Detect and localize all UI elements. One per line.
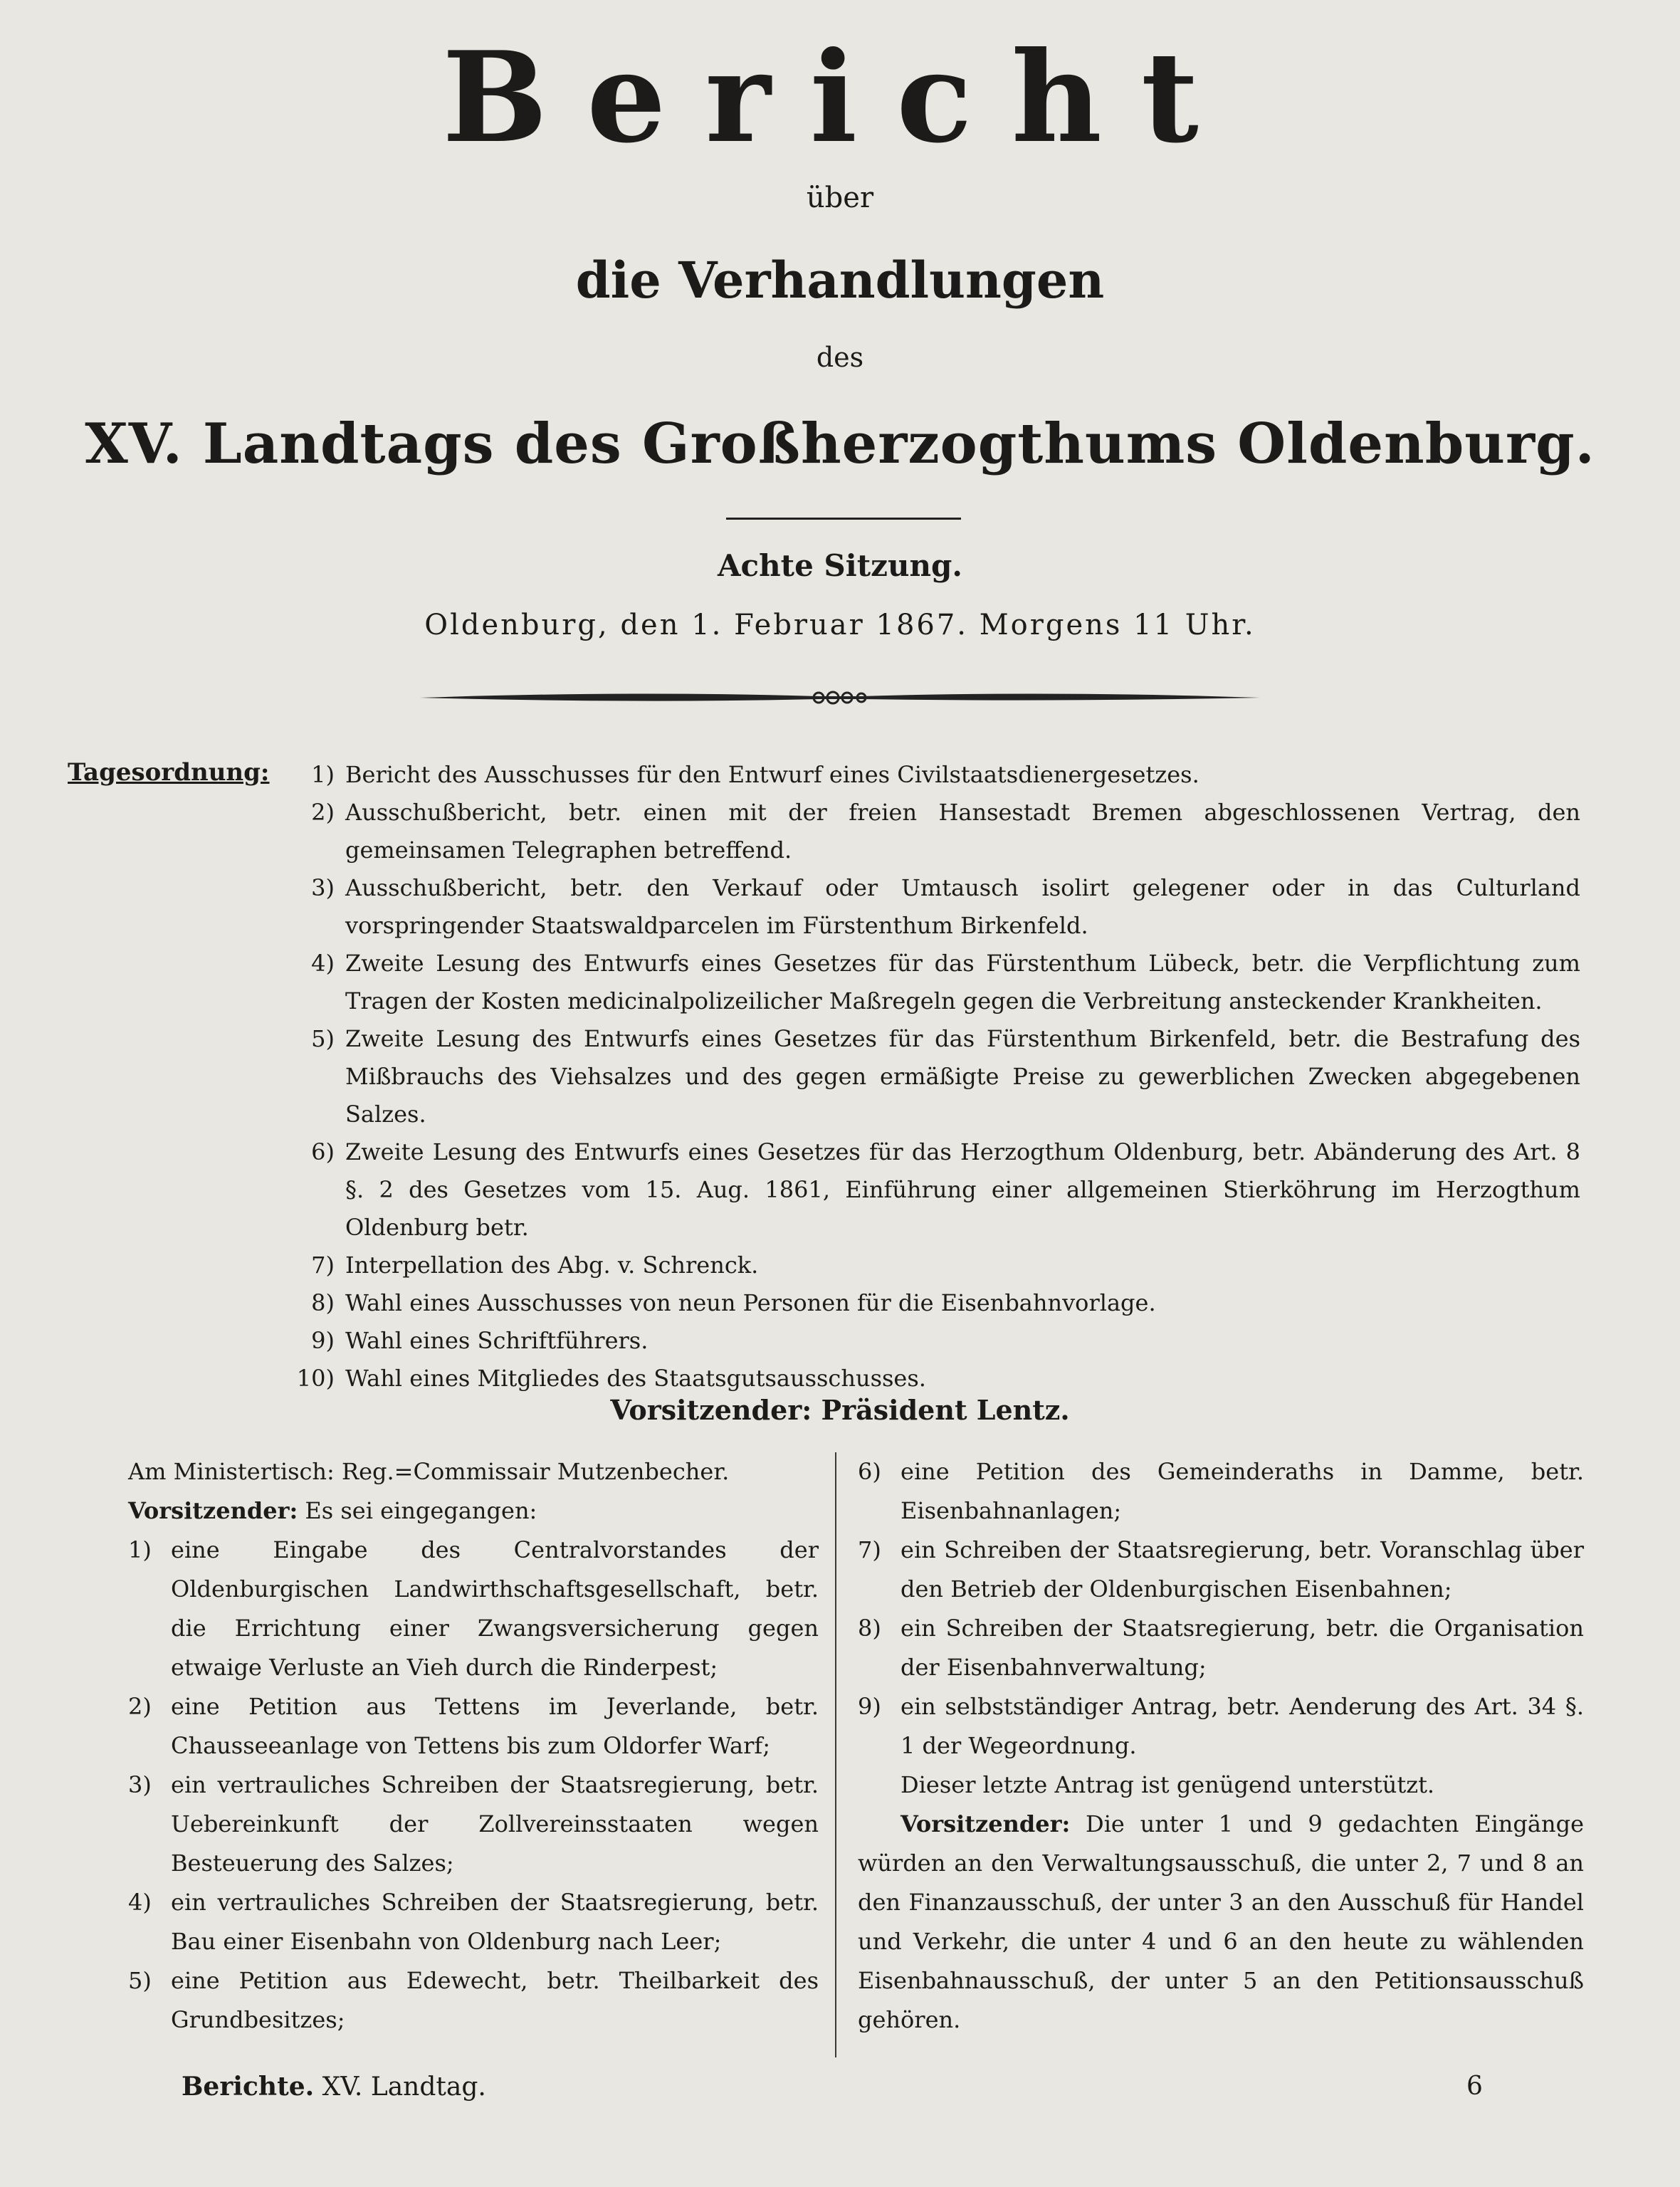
list-item [128,1961,819,2040]
list-item-text: ein selbstständiger Antrag, betr. Aenderung des Art. 34 §. 1 der Wegeordnung. [901,1693,1584,1759]
support-note: Dieser letzte Antrag ist genügend unterstützt. [901,1771,1435,1798]
list-item-number: 8) [858,1615,881,1642]
title-divider [726,518,961,520]
list-item [128,1766,819,1883]
landtag-title: XV. Landtags des Großherzogthums Oldenburg. [85,411,1595,476]
speaker-intro: Es sei eingegangen: [305,1497,537,1524]
agenda-item [285,1360,1580,1397]
agenda-item-text: Ausschußbericht, betr. einen mit der freien Hansestadt Bremen abgeschlossenen Vertrag, den gemeinsamen Telegraphen betreffend. [345,799,1580,864]
footer-reference [182,2072,486,2102]
right-column [858,1452,1584,2040]
agenda-item-text: Zweite Lesung des Entwurfs eines Gesetzes für das Fürstenthum Lübeck, betr. die Verpflichtung zum Tragen der Kosten medicinalpolizeilicher Maßregeln gegen die Verbreitung ansteckender Krankheiten. [345,950,1580,1014]
list-item-text: eine Petition aus Edewecht, betr. Theilbarkeit des Grundbesitzes; [171,1967,819,2033]
footer-text: XV. Landtag. [322,2072,486,2102]
agenda-item-number: 9) [311,1327,335,1354]
list-item-number: 2) [128,1693,152,1720]
list-item-text: eine Petition des Gemeinderaths in Damme, betr. Eisenbahnanlagen; [901,1458,1584,1524]
agenda-item-number: 2) [311,799,335,826]
list-item-number: 5) [128,1967,152,1994]
agenda-item [285,1247,1580,1284]
speaker-line [128,1491,819,1531]
list-item-number: 7) [858,1536,881,1563]
list-item [858,1687,1584,1766]
chair-heading: Vorsitzender: Präsident Lentz. [610,1394,1070,1426]
list-item [128,1531,819,1687]
list-item [128,1687,819,1766]
agenda-item-text: Bericht des Ausschusses für den Entwurf eines Civilstaatsdienergesetzes. [345,761,1199,788]
report-subtitle: die Verhandlungen [575,251,1105,310]
list-item-text: ein vertrauliches Schreiben der Staatsregierung, betr. Bau einer Eisenbahn von Oldenburg nach Leer; [171,1889,819,1955]
ornamental-rule [420,683,1260,712]
agenda-item-number: 3) [311,874,335,901]
list-item-number: 6) [858,1458,881,1485]
agenda-item-text: Interpellation des Abg. v. Schrenck. [345,1252,759,1279]
report-title: Bericht [442,25,1238,171]
list-item-number: 4) [128,1889,152,1916]
session-dateline: Oldenburg, den 1. Februar 1867. Morgens 11 Uhr. [424,609,1256,641]
list-item-number: 3) [128,1771,152,1798]
list-item-text: eine Eingabe des Centralvorstandes der Oldenburgischen Landwirthschaftsgesellschaft, betr. die Errichtung einer Zwangsversicherung gegen etwaige Verluste an Vieh durch die Rinderpest; [171,1536,819,1681]
title-connector-des: des [816,342,864,373]
agenda-item [285,1322,1580,1360]
ministry-label: Am Ministertisch: [128,1458,335,1485]
list-item-text: ein vertrauliches Schreiben der Staatsregierung, betr. Uebereinkunft der Zollvereinsstaaten wegen Besteuerung des Salzes; [171,1771,819,1877]
agenda-item-text: Wahl eines Schriftführers. [345,1327,649,1354]
ministry-text: Reg.=Commissair Mutzenbecher. [341,1458,730,1485]
list-item-number: 9) [858,1693,881,1720]
agenda-item-text: Wahl eines Mitgliedes des Staatsgutsausschusses. [345,1365,926,1392]
list-item-number: 1) [128,1536,152,1563]
list-item-text: ein Schreiben der Staatsregierung, betr. die Organisation der Eisenbahnverwaltung; [901,1615,1584,1681]
session-heading: Achte Sitzung. [717,548,963,583]
agenda-item [285,869,1580,945]
speaker-label: Vorsitzender: [128,1497,298,1524]
list-item-text: ein Schreiben der Staatsregierung, betr. Voranschlag über den Betrieb der Oldenburgischen Eisenbahnen; [901,1536,1584,1603]
closing-text: Die unter 1 und 9 gedachten Eingänge würden an den Verwaltungsausschuß, die unter 2, 7 und 8 an den Finanzausschuß, der unter 3 an den Ausschuß für Handel und Verkehr, die unter 4 und 6 an den heute zu wählenden Eisenbahnausschuß, der unter 5 an den Petitionsausschuß gehören. [858,1810,1584,2033]
agenda-item-number: 5) [311,1025,335,1052]
agenda-item [285,756,1580,794]
left-column [128,1452,819,2040]
ministry-line [128,1452,819,1491]
agenda-item-number: 6) [311,1138,335,1165]
agenda-item [285,1284,1580,1322]
footer-label: Berichte. [182,2072,315,2102]
agenda-item-number: 1) [311,761,335,788]
agenda-item [285,945,1580,1020]
agenda-item [285,1020,1580,1133]
agenda-item-text: Wahl eines Ausschusses von neun Personen für die Eisenbahnvorlage. [345,1289,1156,1316]
list-item [858,1531,1584,1609]
column-divider [835,1452,836,2057]
list-item [858,1452,1584,1531]
page-number: 6 [1466,2072,1483,2101]
list-item [858,1609,1584,1687]
agenda-item-text: Ausschußbericht, betr. den Verkauf oder Umtausch isolirt gelegener oder in das Culturland vorspringender Staatswaldparcelen im Fürstenthum Birkenfeld. [345,874,1580,939]
agenda-item-number: 4) [311,950,335,977]
agenda-item [285,1133,1580,1247]
speaker-label: Vorsitzender: [901,1810,1071,1837]
agenda-item [285,794,1580,869]
list-item-text: eine Petition aus Tettens im Jeverlande, betr. Chausseeanlage von Tettens bis zum Oldorfer Warf; [171,1693,819,1759]
agenda-item-number: 7) [311,1252,335,1279]
agenda-label: Tagesordnung: [68,758,270,787]
closing-paragraph [858,1805,1584,2040]
agenda-list [285,756,1580,1397]
agenda-item-number: 8) [311,1289,335,1316]
list-item [128,1883,819,1961]
title-connector-ueber: über [806,182,874,214]
agenda-item-text: Zweite Lesung des Entwurfs eines Gesetzes für das Fürstenthum Birkenfeld, betr. die Bestrafung des Mißbrauchs des Viehsalzes und des gegen ermäßigte Preise zu gewerblichen Zwecken abgegebenen Salzes. [345,1025,1580,1128]
agenda-item-text: Zweite Lesung des Entwurfs eines Gesetzes für das Herzogthum Oldenburg, betr. Abänderung des Art. 8 §. 2 des Gesetzes vom 15. Aug. 1861, Einführung einer allgemeinen Stierköhrung im Herzogthum Oldenburg betr. [345,1138,1580,1241]
agenda-item-number: 10) [296,1365,335,1392]
